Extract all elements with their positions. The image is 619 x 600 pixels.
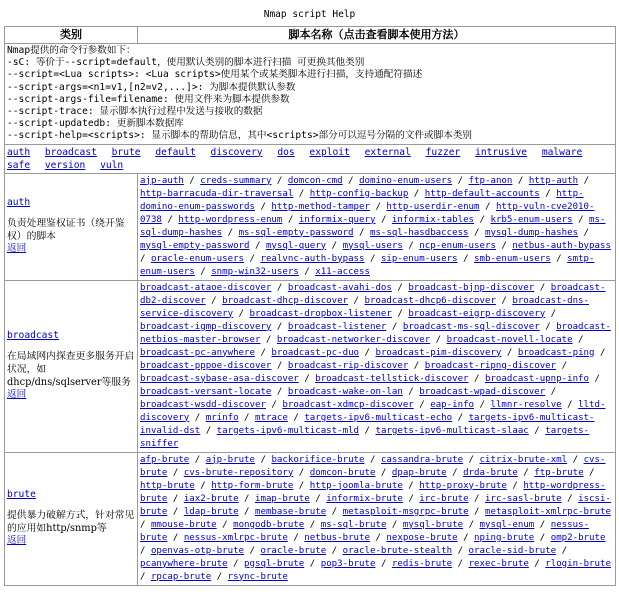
script-link[interactable]: http-config-backup (309, 188, 409, 199)
separator: / (255, 454, 272, 465)
separator: / (495, 295, 513, 306)
script-link[interactable]: oracle-brute (260, 545, 327, 556)
separator: / (375, 214, 392, 225)
separator: / (463, 519, 480, 530)
separator: / (271, 360, 288, 371)
script-link[interactable]: domcon-cmd (287, 175, 343, 186)
category-link-exploit[interactable]: exploit (309, 146, 350, 158)
separator: / (271, 175, 288, 186)
separator: / (583, 467, 595, 478)
separator: / (402, 386, 420, 397)
script-link[interactable]: http-userdir-enum (386, 201, 480, 212)
category-link-dos[interactable]: dos (277, 146, 295, 158)
script-link[interactable]: ajp-auth (140, 175, 184, 186)
category-cell (5, 173, 138, 280)
separator: / (326, 506, 343, 517)
script-link[interactable]: cvs-brute (140, 454, 606, 478)
script-link[interactable]: redis-brute (391, 558, 453, 569)
script-table (4, 26, 616, 586)
separator: / (556, 360, 568, 371)
category-link-safe[interactable]: safe (7, 159, 31, 171)
script-link[interactable]: pcanywhere-brute (140, 558, 228, 569)
script-link[interactable]: broadcast-wsdd-discover (140, 399, 266, 410)
script-list (138, 173, 616, 280)
script-link[interactable]: http-joomla-brute (309, 480, 403, 491)
category-link-auth[interactable]: auth (7, 146, 31, 158)
separator: / (200, 425, 217, 436)
script-link[interactable]: mongodb-brute (233, 519, 305, 530)
script-link[interactable]: mysql-empty-password (140, 240, 250, 251)
separator: / (140, 571, 151, 582)
separator: / (238, 493, 255, 504)
script-link[interactable]: targets-sniffer (140, 425, 590, 449)
separator: / (578, 175, 590, 186)
script-link[interactable]: domcon-brute (309, 467, 376, 478)
intro-line: --script-help=<scripts>: 显示脚本的帮助信息，其中<scripts>部分可以逗号分隔的文件或脚本类别 (7, 130, 473, 142)
category-description: 提供暴力破解方式，针对常见的应用如http/snmp等 (7, 509, 135, 534)
script-link[interactable]: ms-sql-brute (320, 519, 387, 530)
script-link[interactable]: imap-brute (255, 493, 310, 504)
script-link[interactable]: mysql-brute (402, 519, 464, 530)
script-link[interactable]: snmp-win32-users (211, 266, 299, 277)
script-link[interactable]: broadcast-pc-duo (271, 347, 360, 358)
separator: / (249, 240, 266, 251)
script-link[interactable]: x11-access (315, 266, 370, 277)
script-link[interactable]: smtp-enum-users (140, 253, 595, 277)
intro-line: Nmap提供的命令行参数如下： (7, 45, 136, 56)
separator: / (391, 282, 409, 293)
script-link[interactable]: broadcast-eigrp-discovery (408, 308, 546, 319)
category-links-row (5, 144, 616, 173)
separator: / (594, 347, 606, 358)
script-link[interactable]: pop3-brute (320, 558, 376, 569)
category-row-broadcast (5, 280, 616, 452)
separator: / (265, 399, 283, 410)
script-link[interactable]: oracle-sid-brute (468, 545, 557, 556)
script-link[interactable]: lltd-discovery (140, 399, 606, 423)
page-title: Nmap script Help (263, 9, 356, 20)
script-link[interactable]: citrix-brute-xml (479, 454, 568, 465)
script-link[interactable]: mrinfo (205, 412, 239, 423)
category-link-intrusive[interactable]: intrusive (475, 146, 528, 158)
separator: / (479, 201, 496, 212)
category-cell (5, 452, 138, 585)
script-link[interactable]: nessus-xmlrpc-brute (183, 532, 288, 543)
script-link[interactable]: membase-brute (255, 506, 327, 517)
separator: / (501, 347, 518, 358)
separator: / (287, 412, 305, 423)
header-row (5, 27, 616, 44)
category-link-vuln[interactable]: vuln (100, 159, 124, 171)
category-links (5, 144, 616, 173)
separator: / (364, 454, 381, 465)
script-link[interactable]: http-vuln-cve2010-0738 (140, 201, 595, 225)
category-link-default[interactable]: default (155, 146, 196, 158)
script-link[interactable]: broadcast-tellstick-discover (315, 373, 469, 384)
script-link[interactable]: mysql-users (342, 240, 403, 251)
script-link[interactable]: smb-enum-users (474, 253, 551, 264)
separator: / (140, 545, 151, 556)
script-link[interactable]: llmnr-resolve (490, 399, 562, 410)
separator: / (452, 545, 469, 556)
separator: / (293, 480, 310, 491)
separator: / (167, 506, 184, 517)
script-link[interactable]: broadcast-novell-locate (446, 334, 573, 345)
script-link[interactable]: broadcast-avahi-dos (287, 282, 392, 293)
script-link[interactable]: openvas-otp-brute (150, 545, 245, 556)
separator: / (140, 519, 151, 530)
script-link[interactable]: broadcast-pppoe-discover (140, 360, 272, 371)
script-link[interactable]: ftp-anon (468, 175, 513, 186)
separator: / (183, 175, 201, 186)
separator: / (244, 253, 261, 264)
separator: / (539, 188, 557, 199)
script-link[interactable]: metasploit-msgrpc-brute (342, 506, 469, 517)
script-link[interactable]: nessus-brute (140, 519, 590, 543)
category-link-brute[interactable]: brute (111, 146, 141, 158)
separator: / (293, 188, 310, 199)
script-list (138, 452, 616, 585)
intro-line: --script-args-file=filename: 使用文件来为脚本提供参数 (7, 93, 290, 105)
separator: / (304, 558, 321, 569)
separator: / (545, 386, 557, 397)
separator: / (254, 201, 272, 212)
script-link[interactable]: realvnc-auth-bypass (260, 253, 365, 264)
script-link[interactable]: targets-ipv6-multicast-mld (216, 425, 360, 436)
category-link-version[interactable]: version (44, 159, 86, 171)
separator: / (326, 240, 343, 251)
separator: / (386, 321, 403, 332)
separator: / (572, 214, 590, 225)
intro-line: --script-updatedb: 更新脚本数据库 (7, 118, 184, 130)
script-link[interactable]: krb5-enum-users (490, 214, 573, 225)
separator: / (495, 240, 513, 251)
separator: / (287, 532, 305, 543)
separator: / (468, 506, 485, 517)
separator: / (309, 493, 327, 504)
separator: / (238, 506, 255, 517)
separator: / (348, 295, 365, 306)
script-link[interactable]: broadcast-ping (517, 347, 595, 358)
script-link[interactable]: ncp-enum-users (419, 240, 496, 251)
script-link[interactable]: iax2-brute (183, 493, 239, 504)
script-link[interactable]: informix-query (298, 214, 376, 225)
separator: / (561, 493, 579, 504)
category-link-fuzzer[interactable]: fuzzer (425, 146, 461, 158)
separator: / (189, 454, 206, 465)
separator: / (222, 227, 239, 238)
separator: / (211, 571, 228, 582)
category-link-discovery[interactable]: discovery (210, 146, 263, 158)
script-link[interactable]: irc-sasl-brute (485, 493, 562, 504)
category-description: 在局域网内探查更多服务开启状况，如dhcp/dns/sqlserver等服务 (7, 350, 135, 388)
script-link[interactable]: mysql-dump-hashes (484, 227, 579, 238)
script-link[interactable]: nping-brute (474, 532, 535, 543)
category-name-broadcast[interactable]: broadcast (7, 330, 59, 342)
back-link[interactable]: 返回 (7, 243, 27, 255)
script-link[interactable]: eap-info (430, 399, 475, 410)
separator: / (369, 201, 387, 212)
separator: / (271, 282, 288, 293)
category-name-auth[interactable]: auth (7, 197, 31, 209)
script-link[interactable]: oracle-brute-stealth (342, 545, 453, 556)
script-link[interactable]: rexec-brute (468, 558, 529, 569)
script-link[interactable]: mysql-enum (479, 519, 535, 530)
script-link[interactable]: ms-sql-empty-password (238, 227, 354, 238)
separator: / (474, 399, 491, 410)
script-link[interactable]: broadcast-wake-on-lan (287, 386, 403, 397)
separator: / (304, 519, 321, 530)
separator: / (189, 412, 206, 423)
script-link[interactable]: http-method-tamper (271, 201, 370, 212)
intro-line: --script=<Lua scripts>: <Lua scripts>使用某个或某类脚本进行扫描，支持通配符描述 (7, 69, 423, 81)
script-link[interactable]: drda-brute (463, 467, 518, 478)
category-name-brute[interactable]: brute (7, 489, 36, 501)
script-link[interactable]: informix-brute (326, 493, 403, 504)
script-link[interactable]: creds-summary (200, 175, 272, 186)
separator: / (260, 334, 277, 345)
script-link[interactable]: rsync-brute (227, 571, 288, 582)
script-link[interactable]: broadcast-ataoe-discover (140, 282, 272, 293)
separator: / (293, 467, 310, 478)
separator: / (194, 266, 212, 277)
script-link[interactable]: broadcast-ms-sql-discover (402, 321, 540, 332)
separator: / (578, 227, 590, 238)
separator: / (375, 467, 392, 478)
separator: / (452, 175, 469, 186)
script-link[interactable]: broadcast-xdmcp-discover (282, 399, 414, 410)
separator: / (534, 532, 551, 543)
separator: / (528, 558, 546, 569)
separator: / (194, 480, 212, 491)
separator: / (227, 558, 245, 569)
separator: / (468, 373, 485, 384)
separator: / (457, 532, 475, 543)
script-link[interactable]: cassandra-brute (380, 454, 464, 465)
script-link[interactable]: sip-enum-users (380, 253, 458, 264)
script-link[interactable]: broadcast-igmp-discovery (140, 321, 272, 332)
script-link[interactable]: iscsi-brute (140, 493, 611, 517)
script-link[interactable]: ms-sql-hasdbaccess (369, 227, 469, 238)
script-link[interactable]: http-auth (528, 175, 579, 186)
script-link[interactable]: http-barracuda-dir-traversal (140, 188, 294, 199)
separator: / (298, 266, 316, 277)
separator: / (167, 493, 184, 504)
separator: / (474, 214, 491, 225)
script-link[interactable]: oracle-enum-users (150, 253, 245, 264)
separator: / (528, 425, 546, 436)
script-link[interactable]: broadcast-db2-discover (140, 282, 606, 306)
separator: / (430, 334, 447, 345)
separator: / (282, 214, 299, 225)
script-link[interactable]: http-wordpress-enum (178, 214, 283, 225)
separator: / (567, 454, 584, 465)
separator: / (353, 227, 370, 238)
separator: / (167, 532, 184, 543)
category-column-header: 类别 (5, 27, 138, 44)
script-link[interactable]: broadcast-ripng-discover (424, 360, 557, 371)
separator: / (298, 373, 316, 384)
script-link[interactable]: http-form-brute (211, 480, 294, 491)
separator: / (506, 480, 524, 491)
intro-line: -sC: 等价于--script=default，使用默认类别的脚本进行扫描 可更换其他类别 (7, 57, 365, 69)
separator: / (402, 493, 420, 504)
separator: / (561, 399, 579, 410)
script-link[interactable]: metasploit-xmlrpc-brute (485, 506, 611, 517)
script-link[interactable]: broadcast-dhcp-discover (222, 295, 349, 306)
separator: / (534, 519, 551, 530)
separator: / (452, 558, 469, 569)
script-list (138, 280, 616, 452)
separator: / (556, 545, 568, 556)
category-row-auth (5, 173, 616, 280)
script-link[interactable]: ldap-brute (183, 506, 239, 517)
separator: / (572, 334, 584, 345)
separator: / (140, 253, 151, 264)
script-link[interactable]: targets-ipv6-multicast-invalid-dst (140, 412, 595, 436)
separator: / (446, 467, 464, 478)
separator: / (364, 253, 381, 264)
script-link[interactable]: broadcast-upnp-info (484, 373, 589, 384)
script-link[interactable]: broadcast-netbios-master-browser (140, 321, 611, 345)
category-link-external[interactable]: external (364, 146, 411, 158)
back-link[interactable]: 返回 (7, 535, 27, 547)
script-link[interactable]: broadcast-wpad-discover (419, 386, 546, 397)
script-link[interactable]: broadcast-dhcp6-discover (364, 295, 496, 306)
script-column-header: 脚本名称（点击查看脚本使用方法） (138, 27, 616, 44)
separator: / (539, 321, 557, 332)
separator: / (244, 545, 261, 556)
script-link[interactable]: mmouse-brute (150, 519, 217, 530)
separator: / (161, 214, 179, 225)
script-link[interactable]: omp2-brute (550, 532, 606, 543)
category-row-brute (5, 452, 616, 585)
script-link[interactable]: http-domino-enum-passwords (140, 188, 584, 212)
script-link[interactable]: nexpose-brute (386, 532, 458, 543)
separator: / (391, 308, 409, 319)
separator: / (545, 308, 557, 319)
intro-text (5, 44, 616, 145)
separator: / (463, 454, 480, 465)
separator: / (326, 545, 343, 556)
script-link[interactable]: http-proxy-brute (419, 480, 507, 491)
script-link[interactable]: domino-enum-users (359, 175, 453, 186)
separator: / (216, 519, 234, 530)
script-link[interactable]: broadcast-networker-discover (276, 334, 431, 345)
separator: / (550, 253, 568, 264)
script-link[interactable]: ms-sql-dump-hashes (140, 214, 606, 238)
separator: / (205, 295, 223, 306)
separator: / (271, 321, 288, 332)
script-link[interactable]: broadcast-rip-discover (287, 360, 409, 371)
script-link[interactable]: rlogin-brute (545, 558, 611, 569)
separator: / (233, 308, 250, 319)
category-description: 负责处理鉴权证书（绕开鉴权）的脚本 (7, 217, 125, 242)
script-link[interactable]: ajp-brute (205, 454, 255, 465)
script-link[interactable]: broadcast-listener (287, 321, 387, 332)
script-link[interactable]: broadcast-bjnp-discover (408, 282, 535, 293)
separator: / (359, 425, 376, 436)
separator: / (271, 386, 288, 397)
separator: / (402, 240, 420, 251)
separator: / (452, 412, 469, 423)
script-link[interactable]: http-wordpress-brute (140, 480, 606, 504)
script-link[interactable]: broadcast-dropbox-listener (249, 308, 392, 319)
script-link[interactable]: netbus-auth-bypass (512, 240, 611, 251)
intro-row (5, 44, 616, 145)
separator: / (386, 519, 403, 530)
script-link[interactable]: irc-brute (419, 493, 469, 504)
separator: / (408, 360, 425, 371)
script-link[interactable]: backorifice-brute (271, 454, 365, 465)
separator: / (534, 282, 551, 293)
back-link[interactable]: 返回 (7, 389, 27, 401)
script-link[interactable]: http-brute (140, 480, 195, 491)
separator: / (468, 227, 485, 238)
script-link[interactable]: broadcast-pc-anywhere (140, 347, 255, 358)
separator: / (342, 175, 360, 186)
script-link[interactable]: mtrace (255, 412, 288, 423)
script-link[interactable]: broadcast-versant-locate (140, 386, 272, 397)
script-link[interactable]: dpap-brute (391, 467, 447, 478)
script-link[interactable]: informix-tables (391, 214, 475, 225)
script-link[interactable]: ftp-brute (534, 467, 584, 478)
script-link[interactable]: mysql-query (265, 240, 327, 251)
script-link[interactable]: rpcap-brute (150, 571, 212, 582)
script-link[interactable]: afp-brute (140, 454, 190, 465)
category-cell (5, 280, 138, 452)
separator: / (468, 493, 485, 504)
separator: / (589, 373, 600, 384)
separator: / (408, 188, 425, 199)
script-link[interactable]: netbus-brute (304, 532, 370, 543)
category-link-malware[interactable]: malware (541, 146, 583, 158)
separator: / (512, 175, 529, 186)
intro-line: --script-args=<n1=v1,[n2=v2,...]>: 为脚本提供默认参数 (7, 81, 296, 93)
separator: / (402, 480, 420, 491)
separator: / (517, 467, 535, 478)
script-link[interactable]: pgsql-brute (244, 558, 305, 569)
script-link[interactable]: broadcast-pim-discovery (375, 347, 502, 358)
script-link[interactable]: cvs-brute-repository (183, 467, 294, 478)
separator: / (457, 253, 475, 264)
script-link[interactable]: targets-ipv6-multicast-echo (304, 412, 453, 423)
separator: / (238, 412, 256, 423)
separator: / (359, 347, 376, 358)
separator: / (413, 399, 431, 410)
script-link[interactable]: http-default-accounts (424, 188, 540, 199)
script-link[interactable]: broadcast-sybase-asa-discover (140, 373, 299, 384)
script-link[interactable]: broadcast-dns-service-discovery (140, 295, 590, 319)
separator: / (375, 558, 392, 569)
category-link-broadcast[interactable]: broadcast (44, 146, 97, 158)
separator: / (369, 532, 387, 543)
separator: / (254, 347, 272, 358)
script-link[interactable]: targets-ipv6-multicast-slaac (375, 425, 529, 436)
separator: / (167, 467, 184, 478)
intro-line: --script-trace: 显示脚本执行过程中发送与接收的数据 (7, 106, 263, 118)
